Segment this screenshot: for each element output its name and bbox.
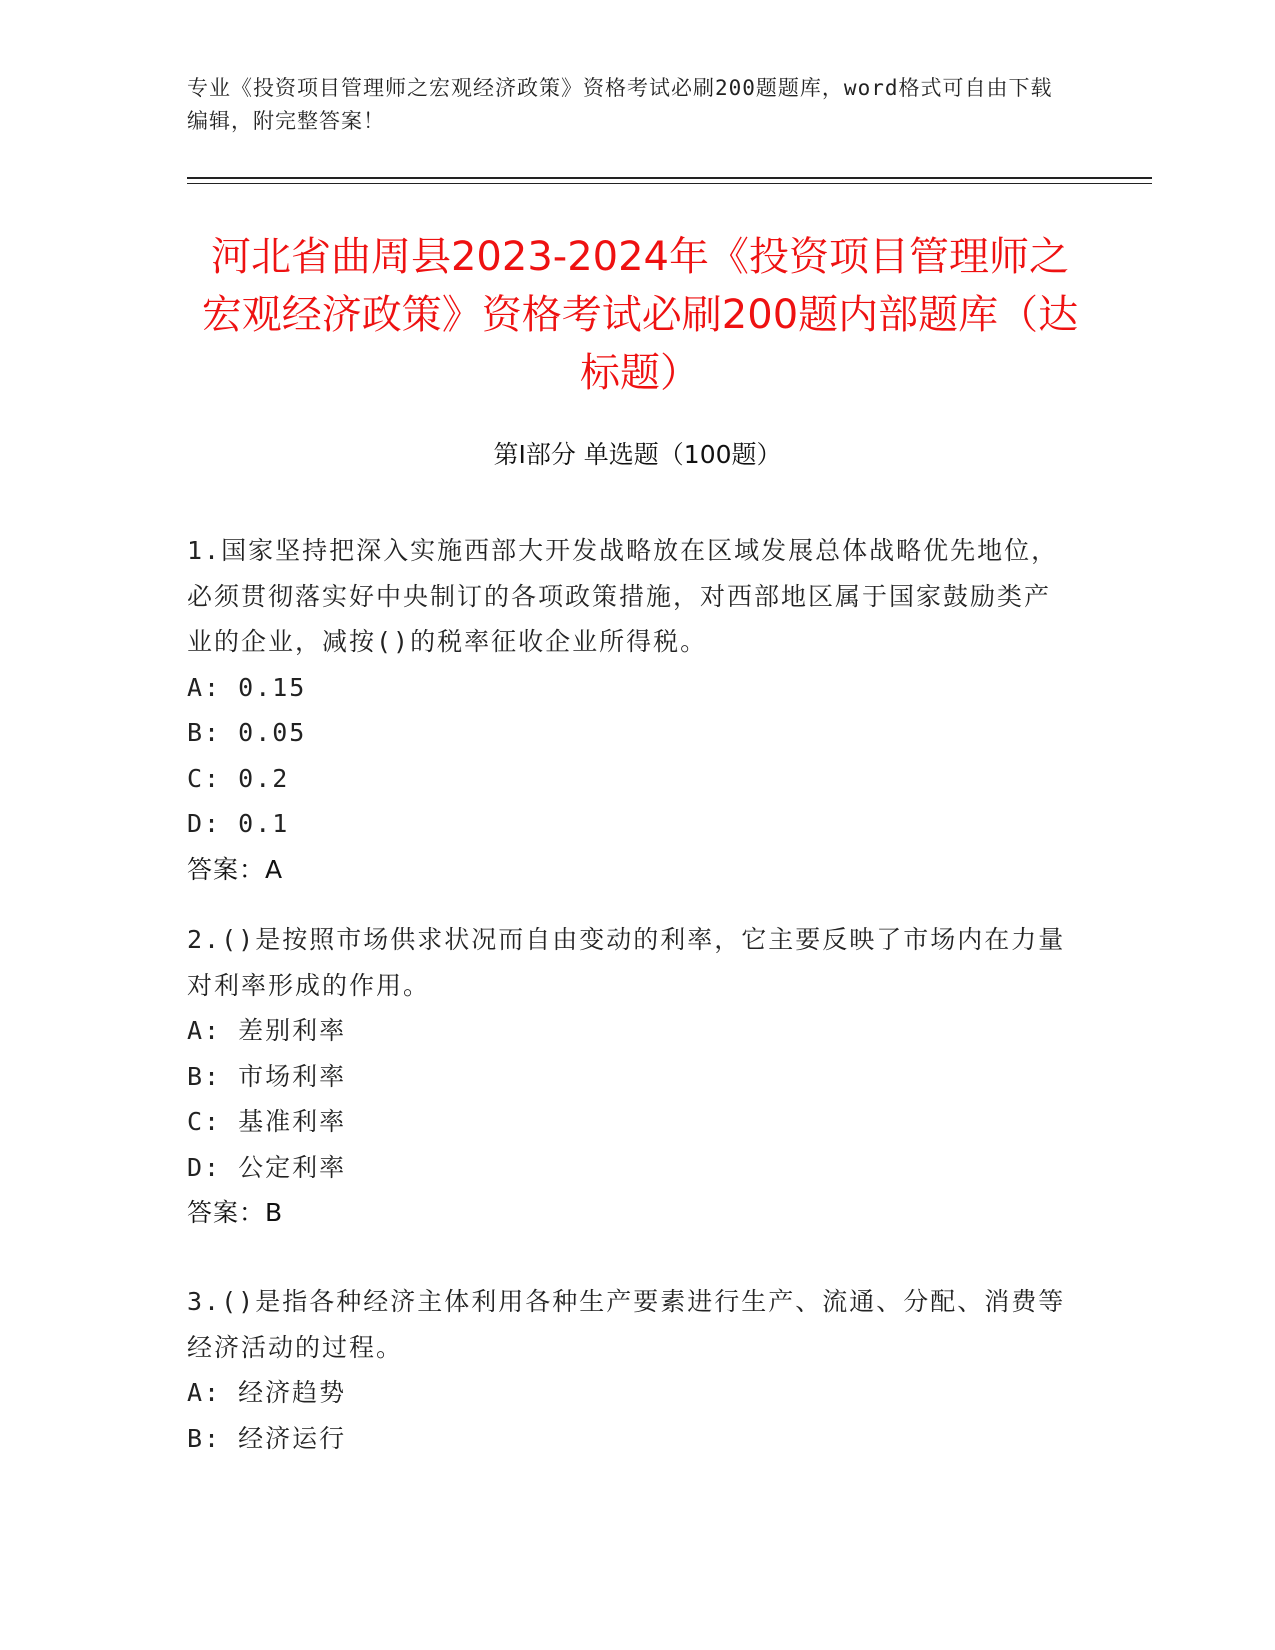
question-stem: 3.()是指各种经济主体利用各种生产要素进行生产、流通、分配、消费等经济活动的过程。 <box>187 1287 1066 1362</box>
section-heading: 第Ⅰ部分 单选题（100题） <box>493 440 782 469</box>
header-divider-thick <box>187 177 1152 179</box>
option-b: B: 经济运行 <box>187 1423 347 1453</box>
question-stem: 2.()是按照市场供求状况而自由变动的利率，它主要反映了市场内在力量对利率形成的作用。 <box>187 925 1066 1000</box>
question-item <box>187 528 1067 892</box>
option-d: D: 公定利率 <box>187 1152 347 1182</box>
question-stem: 1.国家坚持把深入实施西部大开发战略放在区域发展总体战略优先地位，必须贯彻落实好中央制订的各项政策措施，对西部地区属于国家鼓励类产业的企业，减按()的税率征收企业所得税。 <box>187 536 1059 656</box>
option-c: C: 0.2 <box>187 763 290 793</box>
option-c: C: 基准利率 <box>187 1107 347 1136</box>
option-b: B: 市场利率 <box>187 1061 347 1091</box>
question-item <box>187 1279 1067 1461</box>
header-divider-thin <box>187 183 1152 184</box>
option-b: B: 0.05 <box>187 718 307 747</box>
answer-label: 答案：A <box>187 854 284 884</box>
option-a: A: 经济趋势 <box>187 1378 347 1407</box>
question-item <box>187 917 1067 1236</box>
option-a: A: 差别利率 <box>187 1016 347 1045</box>
option-d: D: 0.1 <box>187 809 290 838</box>
option-a: A: 0.15 <box>187 672 307 702</box>
header-note: 专业《投资项目管理师之宏观经济政策》资格考试必刷200题题库，word格式可自由下载编辑，附完整答案！ <box>187 76 1053 133</box>
document-title: 河北省曲周县2023-2024年《投资项目管理师之宏观经济政策》资格考试必刷200题内部题库（达标题） <box>201 234 1079 396</box>
answer-label: 答案：B <box>187 1198 284 1227</box>
